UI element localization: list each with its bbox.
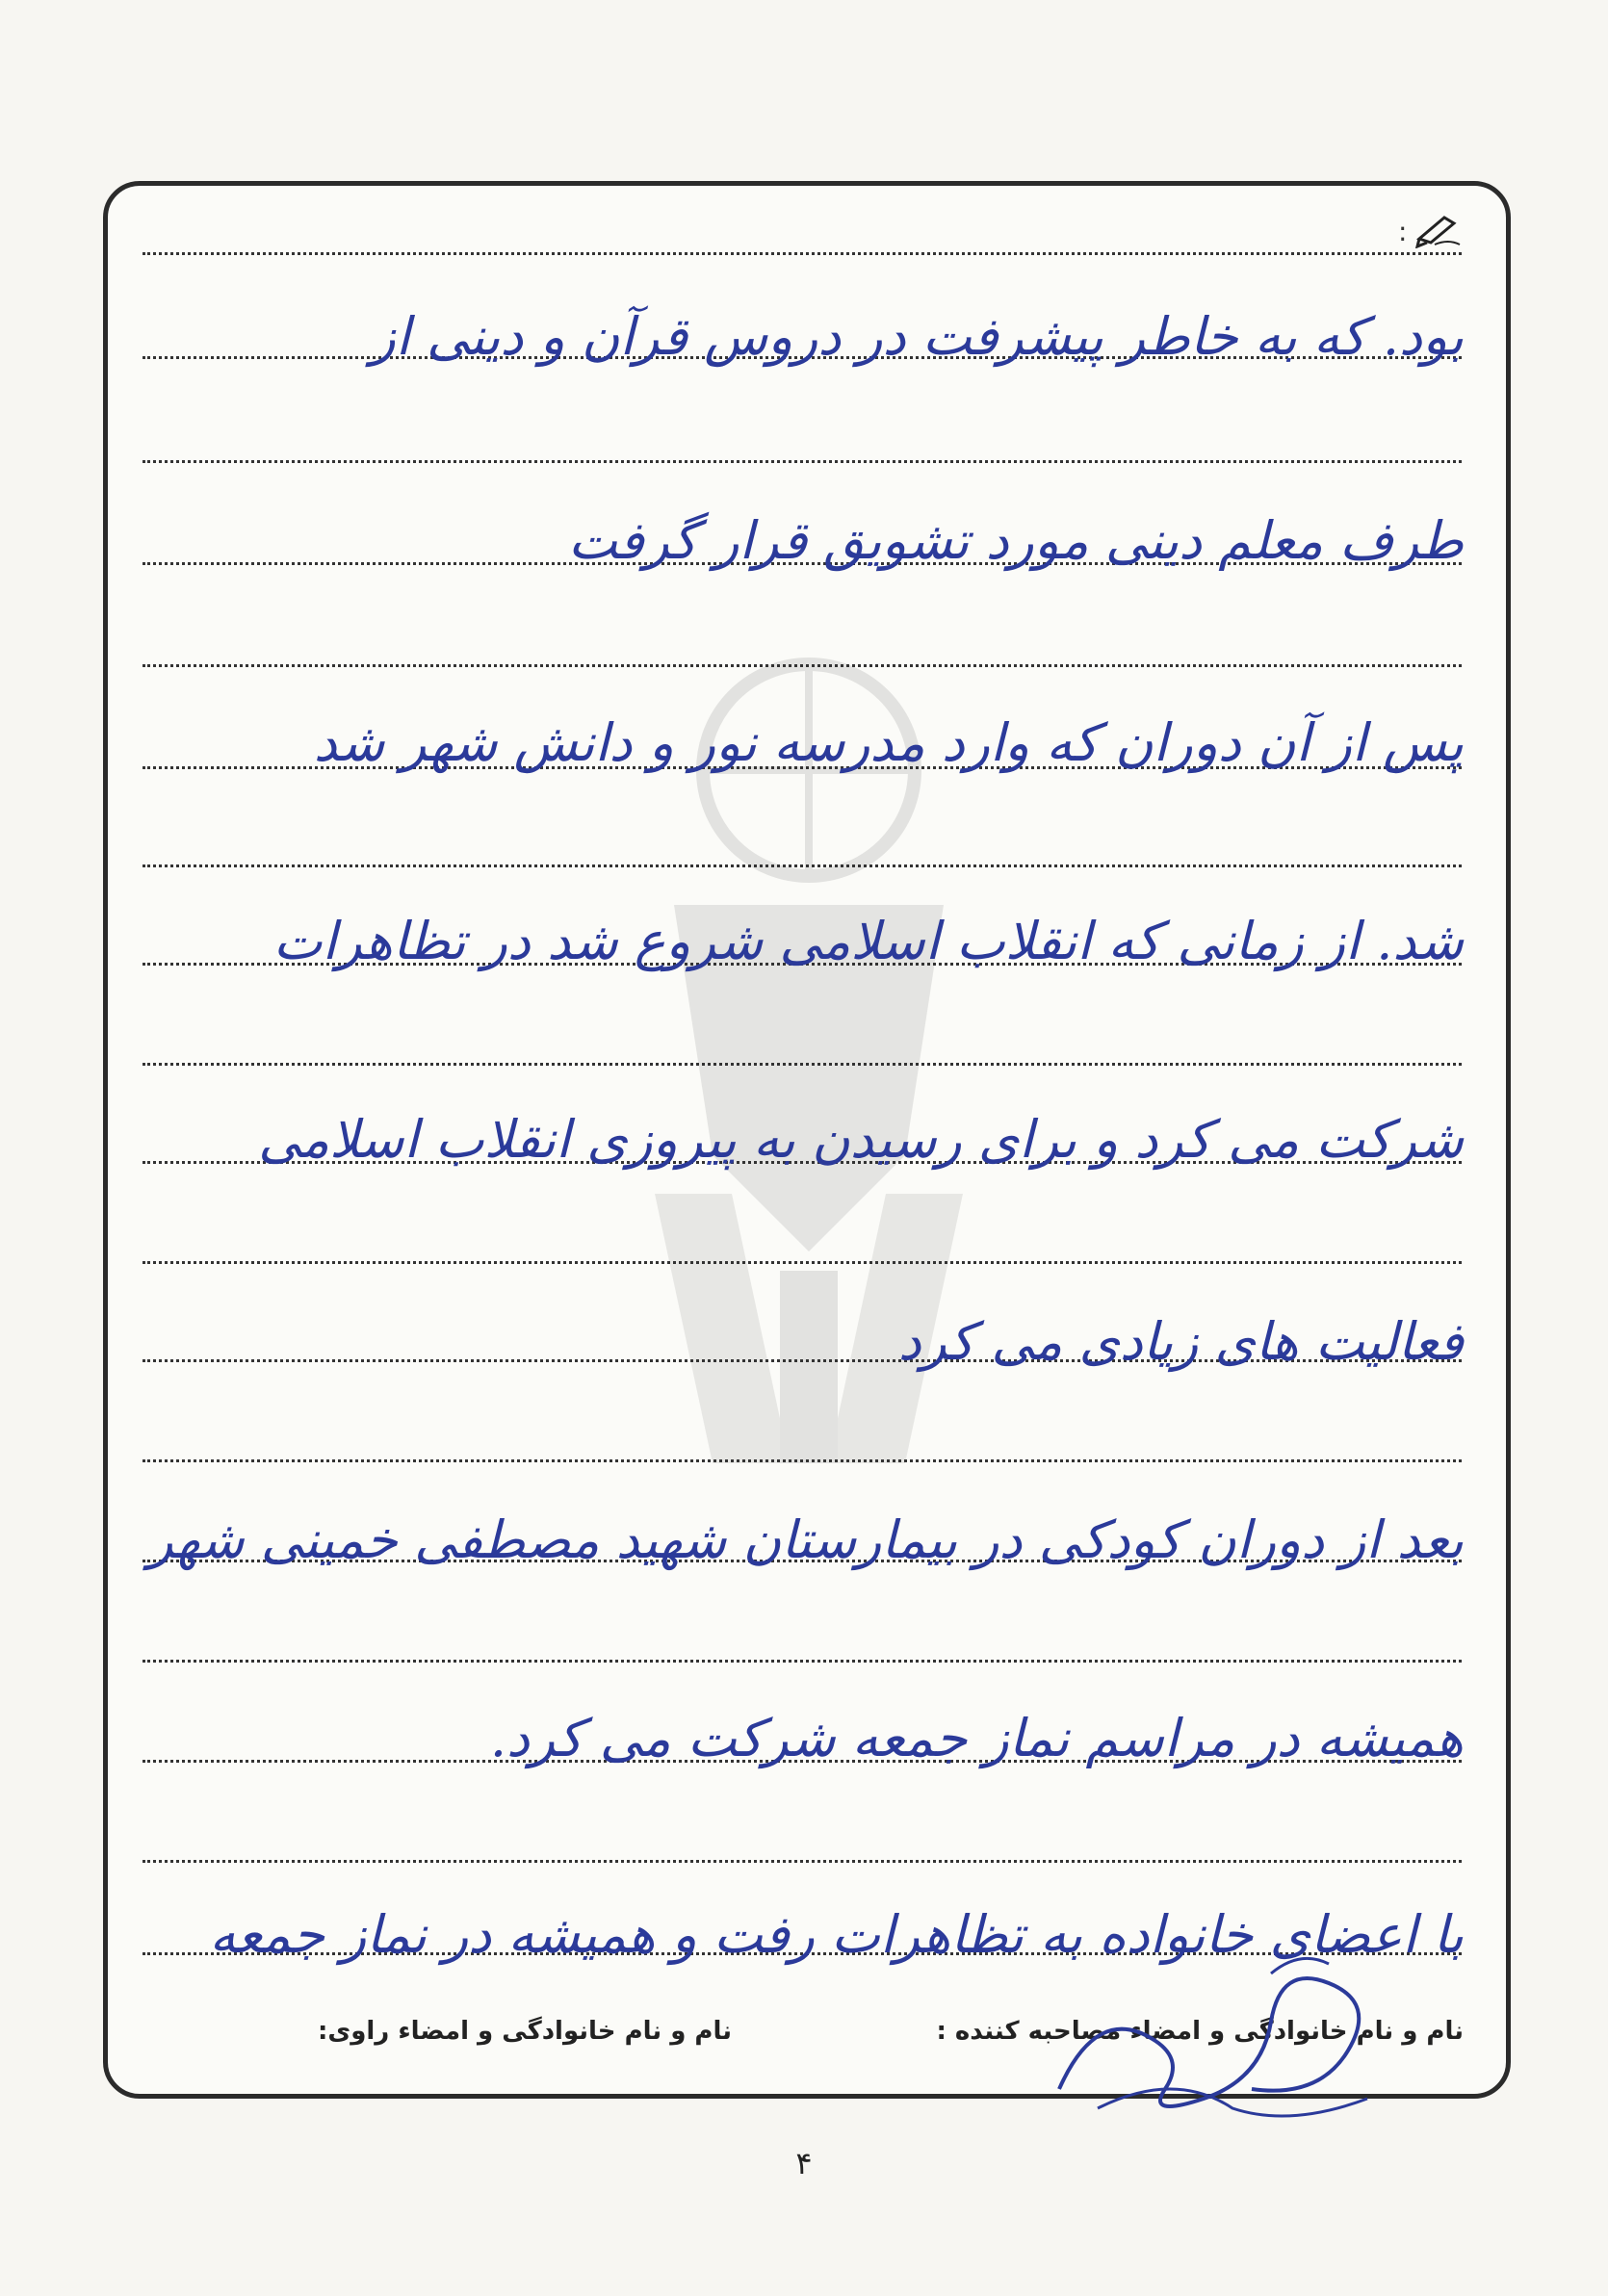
ruled-line [143,1860,1462,1863]
narrator-signature-label: نام و نام خانوادگی و امضاء راوی: [318,2017,732,2046]
handwritten-line: پس از آن دوران که وارد مدرسه نور و دانش شهر شد [313,712,1464,773]
ruled-line [143,664,1462,667]
handwritten-line: شد. از زمانی که انقلاب اسلامی شروع شد در تظاهرات [272,911,1464,971]
ruled-line [143,1063,1462,1066]
handwritten-line: بود. که به خاطر پیشرفت در دروس قرآن و دینی از [370,306,1464,367]
handwritten-line: طرف معلم دینی مورد تشویق قرار گرفت [567,510,1464,571]
handwritten-signature [1040,1945,1406,2128]
handwritten-line: همیشه در مراسم نماز جمعه شرکت می کرد. [489,1708,1464,1768]
ruled-line [143,1660,1462,1663]
handwritten-line: فعالیت های زیادی می کرد [897,1311,1464,1372]
pen-colon: : [1398,216,1408,247]
ruled-line [143,1459,1462,1462]
handwritten-line: با اعضای خانواده به تظاهرات رفت و همیشه در نماز جمعه [209,1904,1464,1965]
handwritten-line: شرکت می کرد و برای رسیدن به پیروزی انقلاب اسلامی [258,1109,1464,1170]
page-number: ۴ [795,2145,813,2181]
ruled-line [143,864,1462,867]
ruled-line [143,1261,1462,1264]
ruled-line [143,460,1462,463]
pen-writing-icon [1415,210,1464,248]
handwritten-line: بعد از دوران کودکی در بیمارستان شهید مصطفی خمینی شهر [147,1509,1464,1570]
ruled-line [143,252,1462,255]
interviewer-signature-label: نام و نام خانوادگی و امضاء مصاحبه کننده : [936,2017,1464,2046]
